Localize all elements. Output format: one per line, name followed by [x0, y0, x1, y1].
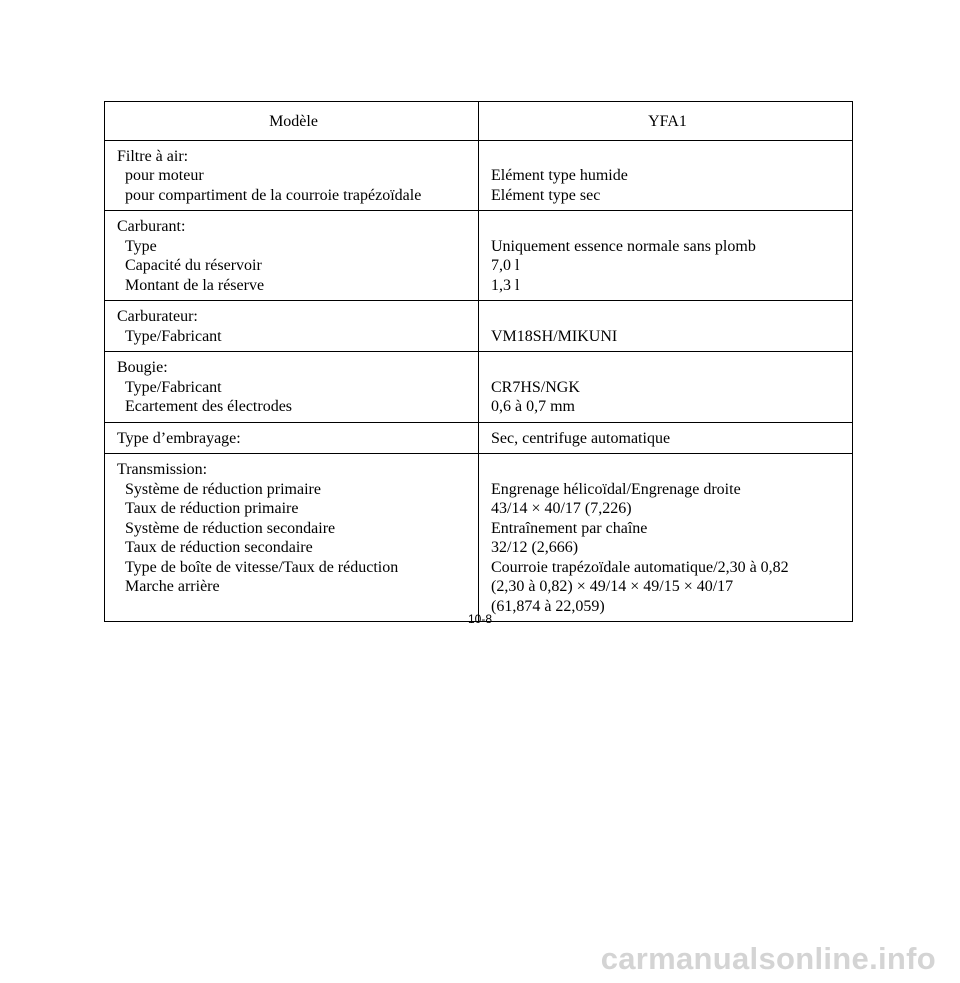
spec-values: [479, 301, 852, 351]
spec-value: [491, 307, 844, 327]
spec-values: [479, 423, 852, 454]
table-row: [105, 351, 852, 422]
spec-value: [491, 217, 844, 237]
spec-value: Courroie trapézoïdale automatique/2,30 à 0,82: [491, 558, 789, 576]
spec-label: Taux de réduction secondaire: [125, 539, 313, 556]
table-row: [105, 300, 852, 351]
spec-value: Engrenage hélicoïdal/Engrenage droite: [491, 480, 741, 498]
spec-value: (61,874 à 22,059): [491, 597, 605, 615]
spec-label: Capacité du réservoir: [125, 257, 262, 274]
spec-label: pour moteur: [125, 167, 204, 184]
page-number: 10-8: [467, 612, 493, 626]
spec-labels: [105, 301, 479, 351]
spec-value: Elément type humide: [491, 167, 628, 184]
spec-value: [491, 147, 844, 167]
spec-label: Type/Fabricant: [125, 327, 222, 345]
spec-values: [479, 211, 852, 300]
spec-label: Type de boîte de vitesse/Taux de réduction: [125, 558, 399, 576]
spec-labels: [105, 423, 479, 454]
table-row: [105, 140, 852, 211]
header-model-value: YFA1: [648, 113, 687, 130]
spec-labels: [105, 352, 479, 422]
spec-value: 1,3 l: [491, 276, 520, 294]
spec-label: Marche arrière: [125, 578, 220, 595]
spec-table: [104, 101, 853, 622]
spec-labels: [105, 211, 479, 300]
spec-value: Sec, centrifuge automatique: [491, 429, 671, 447]
spec-label: Taux de réduction primaire: [125, 500, 299, 517]
spec-label: Ecartement des électrodes: [125, 398, 293, 415]
header-model-label: Modèle: [105, 102, 479, 140]
spec-value: Elément type sec: [491, 186, 601, 204]
section-title: Transmission:: [117, 461, 208, 478]
section-title: Carburateur:: [117, 308, 198, 325]
spec-value: 32/12 (2,666): [491, 539, 579, 556]
spec-value: [491, 358, 844, 378]
spec-values: [479, 454, 852, 621]
spec-labels: [105, 454, 479, 621]
table-header-row: [105, 102, 852, 140]
spec-values: [479, 352, 852, 422]
spec-label: pour compartiment de la courroie trapézoïdale: [125, 186, 422, 204]
spec-label: Montant de la réserve: [125, 276, 265, 294]
spec-label: Type/Fabricant: [125, 378, 222, 396]
spec-value: 7,0 l: [491, 257, 520, 274]
spec-labels: [105, 141, 479, 211]
spec-label: Système de réduction primaire: [125, 480, 321, 498]
section-title: Filtre à air:: [117, 147, 189, 165]
spec-values: [479, 141, 852, 211]
spec-value: [491, 460, 844, 480]
spec-value: (2,30 à 0,82) × 49/14 × 49/15 × 40/17: [491, 578, 734, 595]
spec-value: VM18SH/MIKUNI: [491, 327, 618, 345]
watermark-text: carmanualsonline.info: [600, 941, 936, 976]
section-title: Carburant:: [117, 218, 186, 235]
section-title: Type d’embrayage:: [117, 429, 241, 447]
spec-value: Uniquement essence normale sans plomb: [491, 237, 756, 255]
table-row: [105, 422, 852, 454]
spec-label: Type: [125, 237, 157, 255]
table-row: [105, 453, 852, 621]
spec-value: CR7HS/NGK: [491, 378, 580, 396]
section-title: Bougie:: [117, 359, 168, 376]
table-row: [105, 210, 852, 300]
spec-label: Système de réduction secondaire: [125, 519, 336, 537]
spec-value: 0,6 à 0,7 mm: [491, 398, 575, 415]
spec-value: 43/14 × 40/17 (7,226): [491, 500, 632, 517]
spec-value: Entraînement par chaîne: [491, 519, 648, 537]
